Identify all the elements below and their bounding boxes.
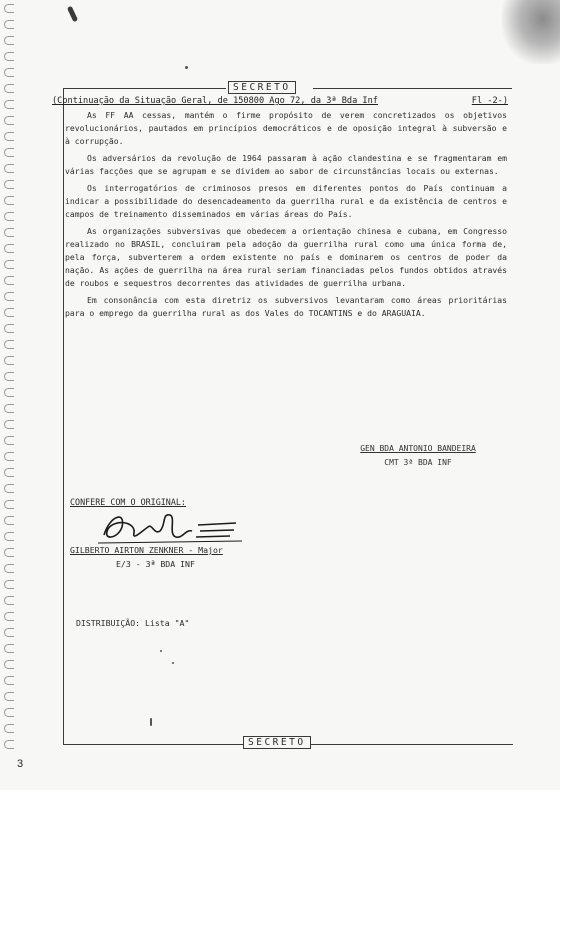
binder-hole <box>4 532 14 541</box>
distribution-line: DISTRIBUIÇÃO: Lista "A" <box>76 618 190 628</box>
page-number: 3 <box>17 758 24 770</box>
scan-smudge <box>502 0 560 64</box>
officer-unit: E/3 - 3ª BDA INF <box>116 559 195 569</box>
scan-mark <box>67 6 78 23</box>
binder-hole <box>4 500 14 509</box>
binder-hole <box>4 52 14 61</box>
commander-title: CMT 3ª BDA INF <box>384 458 452 467</box>
binder-hole <box>4 452 14 461</box>
scan-speck <box>185 66 188 69</box>
paragraph: Em consonância com esta diretriz os subversivos levantaram como áreas prioritárias para o emprego da guerrilha rural as dos Vales do TOCANTINS e do ARAGUAIA. <box>65 295 507 318</box>
binder-hole <box>4 372 14 381</box>
binder-hole <box>4 20 14 29</box>
binder-hole <box>4 676 14 685</box>
scan-speck <box>150 718 152 726</box>
scan-speck <box>160 650 162 652</box>
paragraph: As organizações subversivas que obedecem a orientação chinesa e cubana, em Congresso realizado no BRASIL, concluiram pela adoção da guerrilha rural como uma única forma de, pela força, subverterem a ordem existente no país e dominarem os centros de poder da nação. As ações de guerrilha na área rural seriam financiadas pelos fundos obtidos através de roubos e sequestros decorrentes das atividades de guerrilha urbana. <box>65 226 507 288</box>
binder-hole <box>4 4 14 13</box>
binder-hole <box>4 724 14 733</box>
binder-hole <box>4 596 14 605</box>
paragraph: As FF AA cessas, mantém o firme propósito de verem concretizados os objetivos revolucionários, pautados em princípios democráticos e de oposição integral à subversão e à corrupção. <box>65 110 507 146</box>
binder-hole <box>4 132 14 141</box>
binder-hole <box>4 276 14 285</box>
binder-hole <box>4 692 14 701</box>
binder-hole <box>4 116 14 125</box>
binder-hole <box>4 164 14 173</box>
binder-hole <box>4 628 14 637</box>
binder-hole <box>4 404 14 413</box>
binder-hole <box>4 388 14 397</box>
heading-text: (Continuação da Situação Geral, de 150800 Ago 72, da 3ª Bda Inf <box>52 96 378 106</box>
binder-hole <box>4 436 14 445</box>
document-body <box>65 109 507 324</box>
paragraph: Os adversários da revolução de 1964 passaram à ação clandestina e se fragmentaram em várias facções que se agrupam e se dividem ao sabor de circunstâncias locais ou externas. <box>65 153 507 176</box>
binder-hole <box>4 68 14 77</box>
binder-hole <box>4 180 14 189</box>
binder-hole <box>4 740 14 749</box>
binder-hole <box>4 564 14 573</box>
confere-label: CONFERE COM O ORIGINAL: <box>70 497 186 507</box>
binder-hole <box>4 36 14 45</box>
binder-hole <box>4 340 14 349</box>
binder-hole <box>4 580 14 589</box>
binder-hole <box>4 148 14 157</box>
binder-hole <box>4 468 14 477</box>
binder-hole <box>4 84 14 93</box>
binder-hole <box>4 308 14 317</box>
officer-name: GILBERTO AIRTON ZENKNER - Major <box>70 545 223 555</box>
paragraph: Os interrogatórios de criminosos presos em diferentes pontos do País continuam a indicar a possibilidade do desencadeamento da guerrilha rural e da existência de centros e campos de treinamento disseminados em várias áreas do País. <box>65 183 507 219</box>
binder-hole <box>4 212 14 221</box>
binder-hole <box>4 484 14 493</box>
classification-top: SECRETO <box>228 81 296 94</box>
binder-hole <box>4 324 14 333</box>
binder-hole <box>4 548 14 557</box>
page-reference: Fl -2-) <box>471 96 508 106</box>
binder-hole <box>4 244 14 253</box>
scan-speck <box>172 662 174 664</box>
binder-hole <box>4 228 14 237</box>
document-heading <box>52 95 512 107</box>
commander-signature-block <box>343 442 493 470</box>
binder-holes <box>2 4 20 764</box>
binder-hole <box>4 644 14 653</box>
binder-hole <box>4 420 14 429</box>
binder-hole <box>4 660 14 669</box>
classification-bottom: SECRETO <box>243 736 311 749</box>
binder-hole <box>4 100 14 109</box>
commander-name: GEN BDA ANTONIO BANDEIRA <box>360 444 476 453</box>
binder-hole <box>4 356 14 365</box>
binder-hole <box>4 708 14 717</box>
binder-hole <box>4 612 14 621</box>
binder-hole <box>4 292 14 301</box>
binder-hole <box>4 196 14 205</box>
binder-hole <box>4 516 14 525</box>
officer-block <box>70 543 223 571</box>
binder-hole <box>4 260 14 269</box>
